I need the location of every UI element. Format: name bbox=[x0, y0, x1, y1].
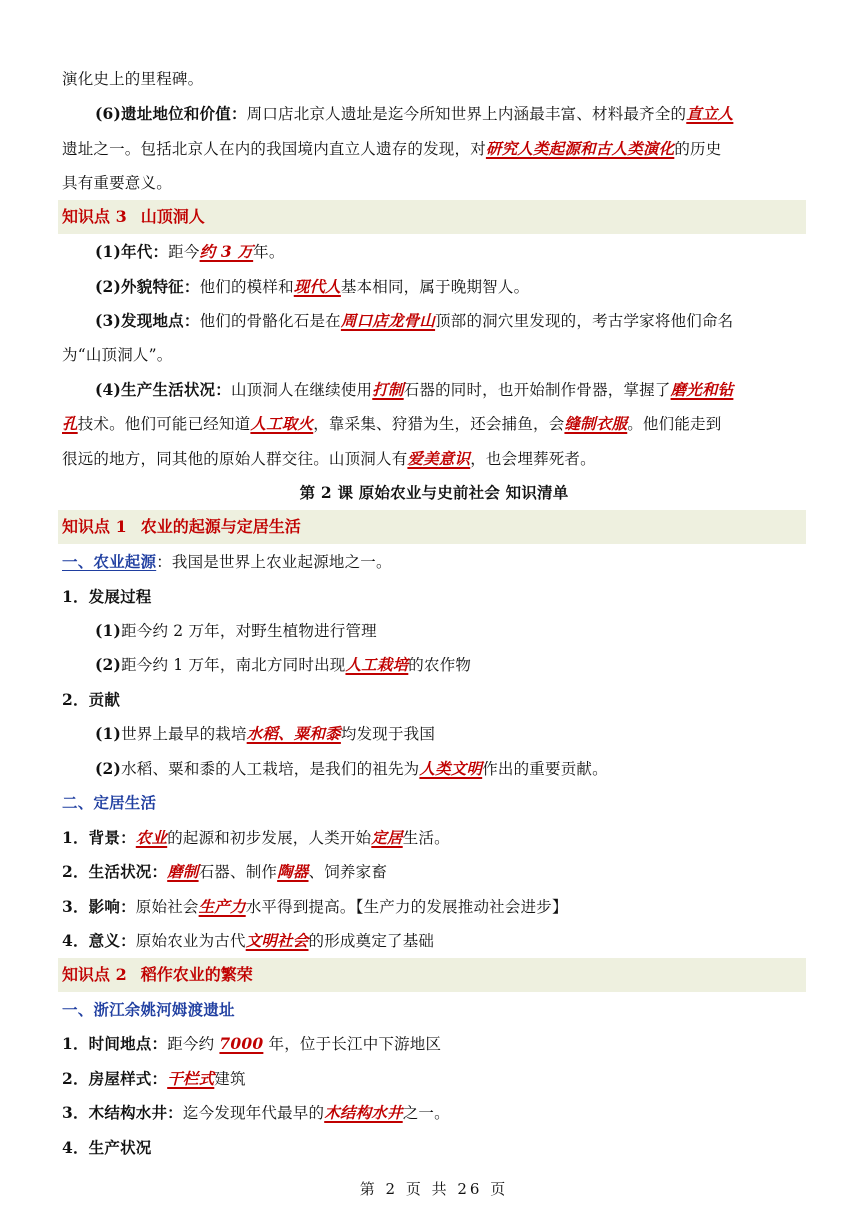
text: 遗址之一。包括北京人在内的我国境内直立人遗存的发现，对 bbox=[62, 140, 486, 158]
subsection-heading: 一、农业起源 bbox=[62, 552, 157, 571]
list-item bbox=[62, 1102, 806, 1124]
paragraph-line bbox=[62, 448, 806, 470]
highlight: 孔 bbox=[62, 414, 78, 433]
subsection-hemudu bbox=[62, 999, 806, 1021]
section-number: 知识点 3 bbox=[62, 207, 127, 226]
text: 、饲养家畜 bbox=[308, 863, 388, 881]
text: 世界上最早的栽培 bbox=[121, 725, 247, 743]
section-band-kp1 bbox=[58, 510, 806, 544]
list-item bbox=[62, 930, 806, 952]
text: 他们的模样和 bbox=[199, 278, 294, 296]
text: 距今 bbox=[168, 243, 200, 261]
highlight: 陶器 bbox=[277, 862, 309, 881]
text: 的形成奠定了基础 bbox=[308, 932, 435, 950]
text: 年，位于长江中下游地区 bbox=[263, 1035, 442, 1053]
text: 之一。 bbox=[402, 1104, 450, 1122]
highlight: 7000 bbox=[219, 1034, 264, 1053]
text: 距今约 2 万年，对野生植物进行管理 bbox=[121, 622, 377, 640]
text: 水稻、粟和黍的人工栽培，是我们的祖先为 bbox=[121, 760, 420, 778]
text: 。他们能走到 bbox=[627, 415, 722, 433]
section-band-kp2 bbox=[58, 958, 806, 992]
text: 周口店北京人遗址是迄今所知世界上内涵最丰富、材料最齐全的 bbox=[246, 105, 687, 123]
label: 3．木结构水井： bbox=[62, 1103, 183, 1122]
text: 2．贡献 bbox=[62, 690, 121, 709]
highlight: 磨制 bbox=[167, 862, 199, 881]
lesson-title bbox=[0, 482, 868, 504]
list-heading bbox=[62, 689, 806, 711]
paragraph-location bbox=[95, 310, 806, 332]
highlight: 直立人 bbox=[686, 104, 734, 123]
section-title: 稻作农业的繁荣 bbox=[140, 965, 253, 984]
text: 作出的重要贡献。 bbox=[482, 760, 608, 778]
label: (6)遗址地位和价值： bbox=[95, 104, 247, 123]
text: 距今约 bbox=[167, 1035, 220, 1053]
highlight: 人工栽培 bbox=[345, 655, 409, 674]
text: 水平得到提高。【生产力的发展推动社会进步】 bbox=[245, 898, 568, 916]
section-title: 山顶洞人 bbox=[140, 207, 205, 226]
text: ：我国是世界上农业起源地之一。 bbox=[156, 553, 392, 571]
text: ，靠采集、狩猎为生，还会捕鱼，会 bbox=[313, 415, 565, 433]
highlight: 打制 bbox=[372, 380, 404, 399]
text: 为“山顶洞人”。 bbox=[62, 346, 173, 364]
highlight: 水稻、粟和黍 bbox=[246, 724, 341, 743]
text: 第 2 课 原始农业与史前社会 知识清单 bbox=[299, 483, 569, 502]
paragraph-appearance bbox=[95, 276, 806, 298]
text: 迄今发现年代最早的 bbox=[182, 1104, 325, 1122]
label: 4．意义： bbox=[62, 931, 136, 950]
text: 技术。他们可能已经知道 bbox=[77, 415, 251, 433]
list-item bbox=[62, 1068, 806, 1090]
highlight: 现代人 bbox=[293, 277, 341, 296]
label: 2．房屋样式： bbox=[62, 1069, 168, 1088]
item-number: (2) bbox=[95, 759, 122, 778]
label: 4．生产状况 bbox=[62, 1138, 152, 1157]
list-item bbox=[62, 1137, 806, 1159]
text: 的农作物 bbox=[408, 656, 472, 674]
label: (3)发现地点： bbox=[95, 311, 200, 330]
highlight: 缝制衣服 bbox=[564, 414, 628, 433]
subsection-heading: 一、浙江余姚河姆渡遗址 bbox=[62, 1000, 235, 1019]
subsection-agriculture-origin bbox=[62, 551, 806, 573]
subsection-settled-life bbox=[62, 792, 806, 814]
paragraph-line bbox=[62, 413, 806, 435]
page-footer: 第 2 页 共 26 页 bbox=[359, 1180, 509, 1198]
list-item bbox=[62, 861, 806, 883]
label: (1)年代： bbox=[95, 242, 169, 261]
paragraph-life bbox=[95, 379, 806, 401]
text: 基本相同，属于晚期智人。 bbox=[340, 278, 530, 296]
list-item bbox=[62, 1033, 806, 1055]
item-number: (1) bbox=[95, 621, 122, 640]
highlight: 木结构水井 bbox=[324, 1103, 403, 1122]
section-number: 知识点 2 bbox=[62, 965, 127, 984]
paragraph-line bbox=[62, 344, 806, 366]
section-number: 知识点 1 bbox=[62, 517, 127, 536]
text: 建筑 bbox=[214, 1070, 246, 1088]
text: 年。 bbox=[253, 243, 285, 261]
label: 3．影响： bbox=[62, 897, 136, 916]
list-item bbox=[95, 620, 806, 642]
list-heading bbox=[62, 586, 806, 608]
section-title: 农业的起源与定居生活 bbox=[140, 517, 301, 536]
text: 石器、制作 bbox=[198, 863, 278, 881]
highlight: 周口店龙骨山 bbox=[340, 311, 436, 330]
label: 1．背景： bbox=[62, 828, 136, 847]
text: 顶部的洞穴里发现的，考古学家将他们命名 bbox=[435, 312, 734, 330]
text: ，也会埋葬死者。 bbox=[470, 450, 596, 468]
highlight: 定居 bbox=[371, 828, 403, 847]
highlight: 研究人类起源和古人类演化 bbox=[485, 139, 675, 158]
text: 的历史 bbox=[674, 140, 722, 158]
text: 1．发展过程 bbox=[62, 587, 152, 606]
text: 原始农业为古代 bbox=[135, 932, 246, 950]
text: 具有重要意义。 bbox=[62, 174, 172, 192]
highlight: 生产力 bbox=[198, 897, 246, 916]
label: 2．生活状况： bbox=[62, 862, 168, 881]
text: 很远的地方，同其他的原始人群交往。山顶洞人有 bbox=[62, 450, 408, 468]
paragraph-line bbox=[62, 172, 806, 194]
highlight: 文明社会 bbox=[245, 931, 309, 950]
text: 距今约 1 万年，南北方同时出现 bbox=[121, 656, 346, 674]
list-item bbox=[95, 758, 806, 780]
highlight: 磨光和钻 bbox=[670, 380, 734, 399]
text: 山顶洞人在继续使用 bbox=[230, 381, 373, 399]
list-item bbox=[62, 896, 806, 918]
highlight: 人工取火 bbox=[250, 414, 314, 433]
paragraph-line bbox=[62, 68, 806, 90]
highlight: 约 3 万 bbox=[199, 242, 254, 261]
highlight: 干栏式 bbox=[167, 1069, 215, 1088]
paragraph-line bbox=[62, 138, 806, 160]
text: 均发现于我国 bbox=[340, 725, 436, 743]
subsection-heading: 二、定居生活 bbox=[62, 793, 157, 812]
label: (4)生产生活状况： bbox=[95, 380, 231, 399]
text: 的起源和初步发展，人类开始 bbox=[167, 829, 372, 847]
text: 石器的同时，也开始制作骨器，掌握了 bbox=[403, 381, 671, 399]
text: 他们的骨骼化石是在 bbox=[199, 312, 341, 330]
highlight: 农业 bbox=[135, 828, 168, 847]
list-item bbox=[95, 654, 806, 676]
highlight: 人类文明 bbox=[419, 759, 483, 778]
list-item bbox=[95, 723, 806, 745]
paragraph-site-value bbox=[95, 103, 806, 125]
list-item bbox=[62, 827, 806, 849]
item-number: (2) bbox=[95, 655, 122, 674]
text: 生活。 bbox=[402, 829, 450, 847]
label: 1．时间地点： bbox=[62, 1034, 168, 1053]
highlight: 爱美意识 bbox=[407, 449, 471, 468]
section-band-kp3 bbox=[58, 200, 806, 234]
text: 原始社会 bbox=[135, 898, 199, 916]
label: (2)外貌特征： bbox=[95, 277, 200, 296]
text: 演化史上的里程碑。 bbox=[62, 70, 204, 88]
item-number: (1) bbox=[95, 724, 122, 743]
paragraph-era bbox=[95, 241, 806, 263]
